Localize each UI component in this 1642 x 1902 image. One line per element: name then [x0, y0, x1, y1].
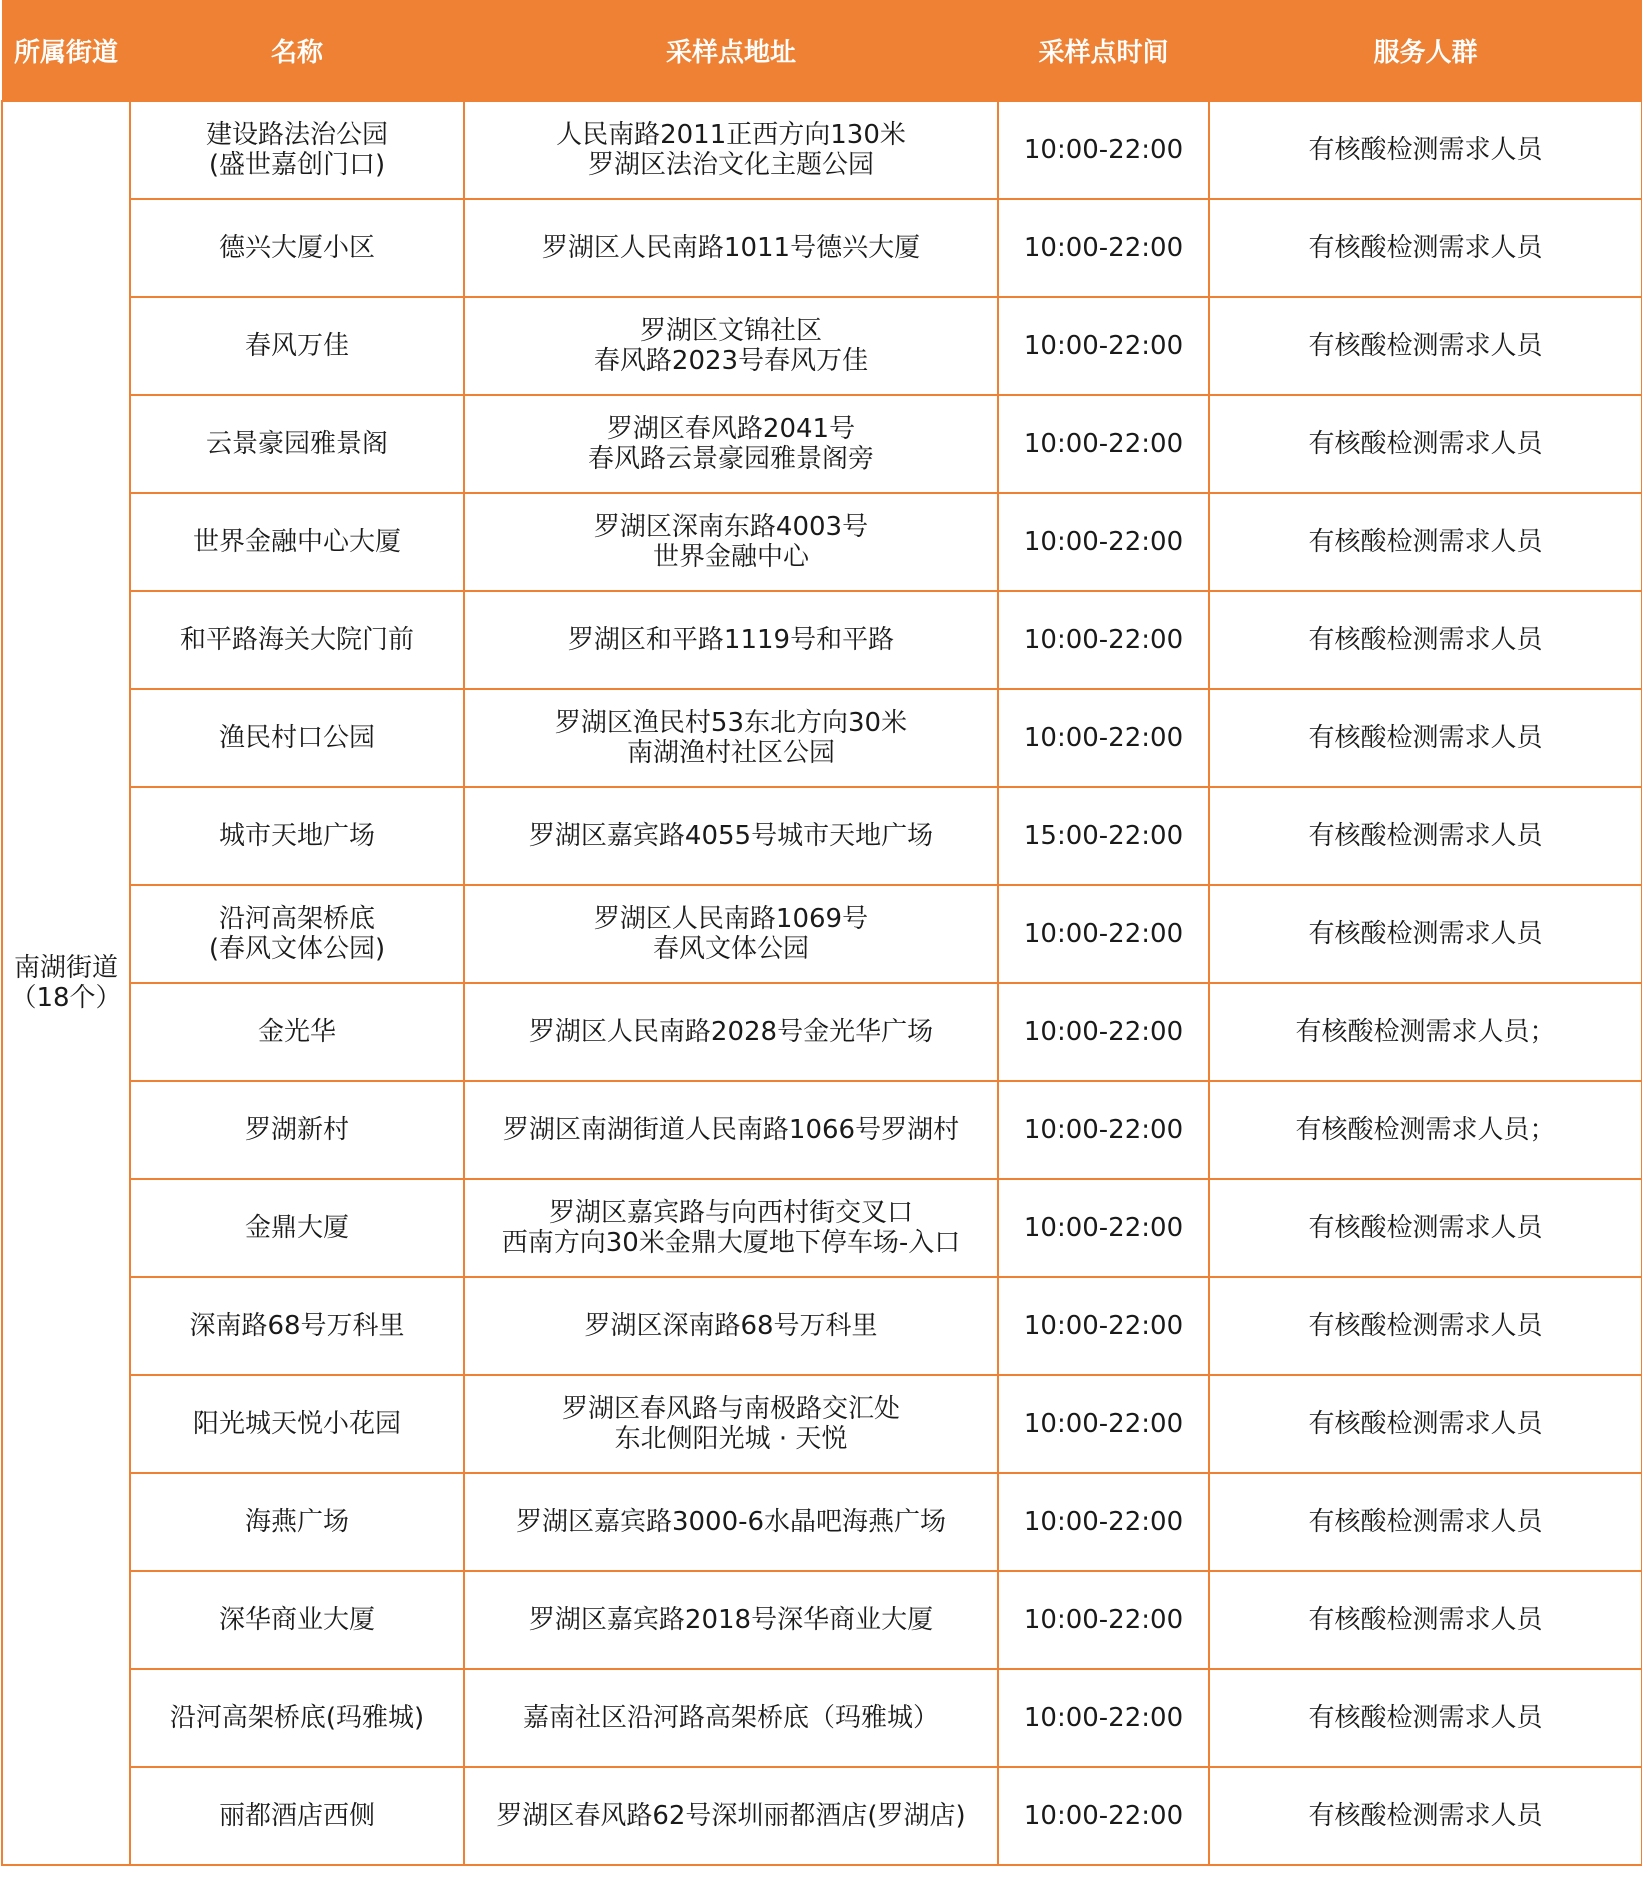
column-header-name: 名称	[130, 0, 464, 101]
site-address-cell: 罗湖区渔民村53东北方向30米 南湖渔村社区公园	[464, 689, 998, 787]
service-group-cell: 有核酸检测需求人员	[1209, 395, 1642, 493]
service-group-cell: 有核酸检测需求人员	[1209, 297, 1642, 395]
table-row	[2, 787, 1642, 885]
sampling-sites-table	[1, 0, 1642, 1866]
column-header-address: 采样点地址	[464, 0, 998, 101]
site-address-cell: 罗湖区春风路2041号 春风路云景豪园雅景阁旁	[464, 395, 998, 493]
site-name-cell: 和平路海关大院门前	[130, 591, 464, 689]
table-row	[2, 493, 1642, 591]
table-row	[2, 199, 1642, 297]
table-row	[2, 689, 1642, 787]
site-address-cell: 罗湖区深南东路4003号 世界金融中心	[464, 493, 998, 591]
site-time-cell: 10:00-22:00	[998, 689, 1209, 787]
site-name-cell: 德兴大厦小区	[130, 199, 464, 297]
site-time-cell: 15:00-22:00	[998, 787, 1209, 885]
site-time-cell: 10:00-22:00	[998, 1179, 1209, 1277]
site-name-cell: 阳光城天悦小花园	[130, 1375, 464, 1473]
site-address-cell: 罗湖区文锦社区 春风路2023号春风万佳	[464, 297, 998, 395]
site-time-cell: 10:00-22:00	[998, 1767, 1209, 1865]
table-header	[2, 0, 1642, 101]
service-group-cell: 有核酸检测需求人员	[1209, 1277, 1642, 1375]
service-group-cell: 有核酸检测需求人员	[1209, 885, 1642, 983]
site-time-cell: 10:00-22:00	[998, 297, 1209, 395]
site-address-cell: 罗湖区春风路62号深圳丽都酒店(罗湖店)	[464, 1767, 998, 1865]
table-row	[2, 1571, 1642, 1669]
table-row	[2, 1473, 1642, 1571]
service-group-cell: 有核酸检测需求人员	[1209, 591, 1642, 689]
site-name-cell: 城市天地广场	[130, 787, 464, 885]
table-row	[2, 591, 1642, 689]
table-row	[2, 297, 1642, 395]
site-time-cell: 10:00-22:00	[998, 591, 1209, 689]
site-address-cell: 罗湖区人民南路2028号金光华广场	[464, 983, 998, 1081]
site-time-cell: 10:00-22:00	[998, 885, 1209, 983]
site-name-cell: 罗湖新村	[130, 1081, 464, 1179]
site-name-cell: 海燕广场	[130, 1473, 464, 1571]
table-row	[2, 1375, 1642, 1473]
site-time-cell: 10:00-22:00	[998, 1375, 1209, 1473]
site-address-cell: 人民南路2011正西方向130米 罗湖区法治文化主题公园	[464, 101, 998, 199]
site-name-cell: 深南路68号万科里	[130, 1277, 464, 1375]
service-group-cell: 有核酸检测需求人员	[1209, 689, 1642, 787]
site-time-cell: 10:00-22:00	[998, 395, 1209, 493]
site-name-cell: 深华商业大厦	[130, 1571, 464, 1669]
table-body	[2, 101, 1642, 1865]
table-row	[2, 1179, 1642, 1277]
table-row	[2, 395, 1642, 493]
table-row	[2, 885, 1642, 983]
service-group-cell: 有核酸检测需求人员	[1209, 1669, 1642, 1767]
site-time-cell: 10:00-22:00	[998, 199, 1209, 297]
site-address-cell: 罗湖区嘉宾路与向西村街交叉口 西南方向30米金鼎大厦地下停车场-入口	[464, 1179, 998, 1277]
site-address-cell: 罗湖区人民南路1069号 春风文体公园	[464, 885, 998, 983]
site-name-cell: 丽都酒店西侧	[130, 1767, 464, 1865]
site-address-cell: 罗湖区和平路1119号和平路	[464, 591, 998, 689]
site-time-cell: 10:00-22:00	[998, 983, 1209, 1081]
table-row	[2, 1669, 1642, 1767]
service-group-cell: 有核酸检测需求人员	[1209, 1571, 1642, 1669]
service-group-cell: 有核酸检测需求人员	[1209, 1375, 1642, 1473]
header-row	[2, 0, 1642, 101]
table-row	[2, 983, 1642, 1081]
site-name-cell: 渔民村口公园	[130, 689, 464, 787]
site-name-cell: 沿河高架桥底 (春风文体公园)	[130, 885, 464, 983]
site-name-cell: 云景豪园雅景阁	[130, 395, 464, 493]
column-header-time: 采样点时间	[998, 0, 1209, 101]
service-group-cell: 有核酸检测需求人员	[1209, 787, 1642, 885]
site-name-cell: 建设路法治公园 (盛世嘉创门口)	[130, 101, 464, 199]
table-row	[2, 101, 1642, 199]
service-group-cell: 有核酸检测需求人员	[1209, 1179, 1642, 1277]
column-header-district: 所属街道	[2, 0, 130, 101]
site-address-cell: 罗湖区人民南路1011号德兴大厦	[464, 199, 998, 297]
site-address-cell: 嘉南社区沿河路高架桥底（玛雅城）	[464, 1669, 998, 1767]
service-group-cell: 有核酸检测需求人员；	[1209, 983, 1642, 1081]
service-group-cell: 有核酸检测需求人员	[1209, 1473, 1642, 1571]
site-time-cell: 10:00-22:00	[998, 1571, 1209, 1669]
site-name-cell: 世界金融中心大厦	[130, 493, 464, 591]
site-time-cell: 10:00-22:00	[998, 1081, 1209, 1179]
site-time-cell: 10:00-22:00	[998, 101, 1209, 199]
site-address-cell: 罗湖区嘉宾路2018号深华商业大厦	[464, 1571, 998, 1669]
site-name-cell: 沿河高架桥底(玛雅城)	[130, 1669, 464, 1767]
service-group-cell: 有核酸检测需求人员；	[1209, 1081, 1642, 1179]
site-name-cell: 金鼎大厦	[130, 1179, 464, 1277]
table-row	[2, 1277, 1642, 1375]
site-address-cell: 罗湖区南湖街道人民南路1066号罗湖村	[464, 1081, 998, 1179]
table-row	[2, 1081, 1642, 1179]
service-group-cell: 有核酸检测需求人员	[1209, 199, 1642, 297]
site-address-cell: 罗湖区春风路与南极路交汇处 东北侧阳光城 · 天悦	[464, 1375, 998, 1473]
site-time-cell: 10:00-22:00	[998, 1473, 1209, 1571]
service-group-cell: 有核酸检测需求人员	[1209, 101, 1642, 199]
service-group-cell: 有核酸检测需求人员	[1209, 493, 1642, 591]
district-cell: 南湖街道 （18个）	[2, 101, 130, 1865]
site-address-cell: 罗湖区深南路68号万科里	[464, 1277, 998, 1375]
site-address-cell: 罗湖区嘉宾路4055号城市天地广场	[464, 787, 998, 885]
site-name-cell: 金光华	[130, 983, 464, 1081]
site-time-cell: 10:00-22:00	[998, 1669, 1209, 1767]
site-time-cell: 10:00-22:00	[998, 1277, 1209, 1375]
column-header-group: 服务人群	[1209, 0, 1642, 101]
site-name-cell: 春风万佳	[130, 297, 464, 395]
site-address-cell: 罗湖区嘉宾路3000-6水晶吧海燕广场	[464, 1473, 998, 1571]
site-time-cell: 10:00-22:00	[998, 493, 1209, 591]
service-group-cell: 有核酸检测需求人员	[1209, 1767, 1642, 1865]
table-row	[2, 1767, 1642, 1865]
